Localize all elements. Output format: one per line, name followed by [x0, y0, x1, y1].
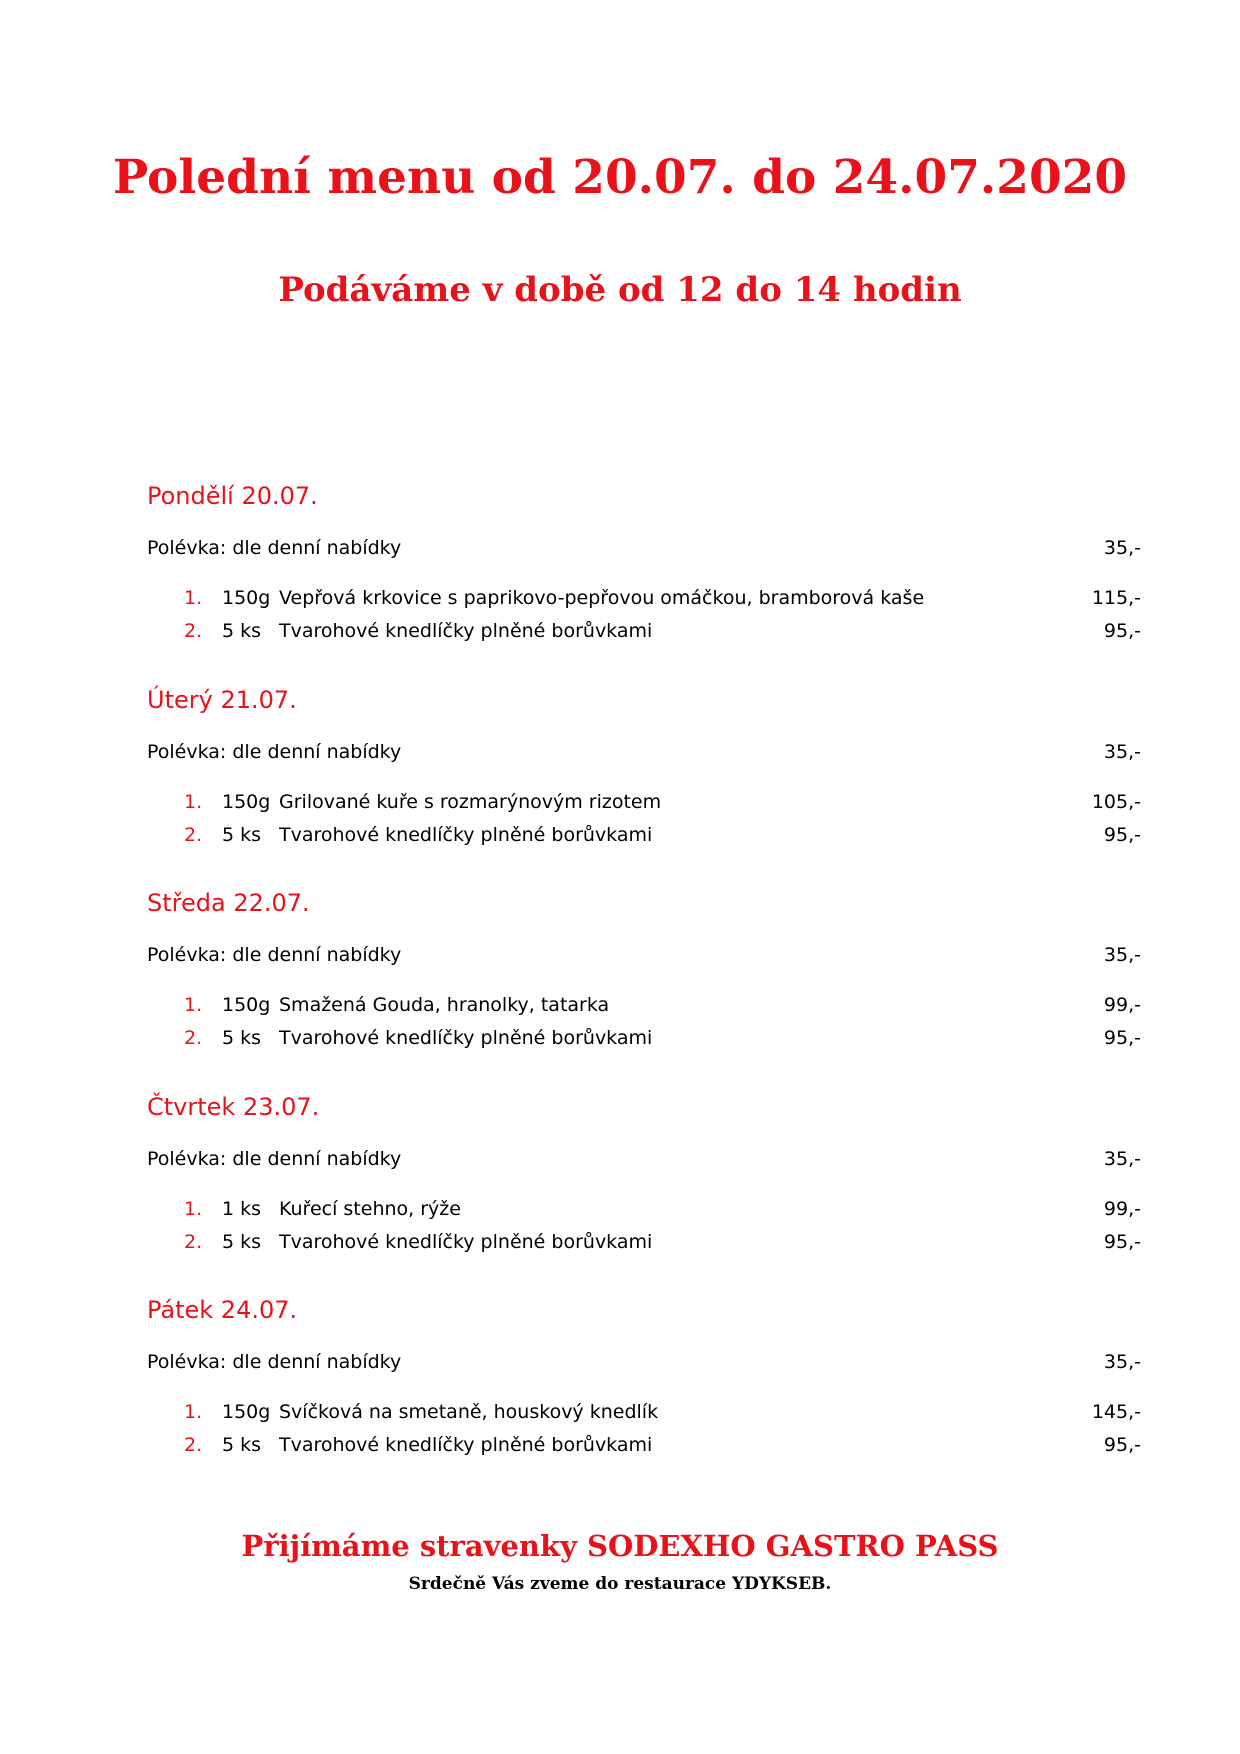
day-monday: [147, 480, 1141, 684]
day-wednesday: [147, 887, 1141, 1091]
dish-number: 1.: [184, 790, 203, 813]
dish-name: Tvarohové knedlíčky plněné borůvkami: [279, 823, 653, 846]
dish-description: [222, 617, 652, 645]
dish-quantity: 150g: [222, 790, 271, 813]
dish-number: 1.: [184, 994, 203, 1016]
day-heading: Úterý 21.07.: [147, 685, 297, 714]
meal-voucher-notice: Přijímáme stravenky SODEXHO GASTRO PASS: [241, 1529, 999, 1563]
day-tuesday: [147, 684, 1141, 888]
dish-number: 2.: [184, 1434, 203, 1456]
dish-name: Grilované kuře s rozmarýnovým rizotem: [279, 790, 662, 813]
dish-row: [147, 1195, 1141, 1223]
dish-description: [222, 1431, 652, 1459]
dish-price: 99,-: [1103, 994, 1141, 1016]
page-title: Polední menu od 20.07. do 24.07.2020: [112, 150, 1128, 205]
dish-number: 2.: [184, 823, 203, 846]
soup-label: Polévka: dle denní nabídky: [147, 1351, 402, 1373]
dish-quantity: 5 ks: [222, 1434, 262, 1456]
soup-price: 35,-: [1103, 1351, 1141, 1373]
dish-row: [147, 788, 1141, 816]
dish-row: [147, 1024, 1141, 1052]
dish-number: 2.: [184, 620, 203, 642]
dish-description: [222, 788, 661, 816]
dish-quantity: 150g: [222, 587, 271, 609]
soup-label: Polévka: dle denní nabídky: [147, 537, 402, 559]
dish-name: Vepřová krkovice s paprikovo-pepřovou omáčkou, bramborová kaše: [279, 587, 925, 609]
dish-price: 95,-: [1103, 1434, 1141, 1456]
dish-price: 95,-: [1103, 1027, 1141, 1049]
dish-number: 1.: [184, 1401, 203, 1423]
dish-quantity: 150g: [222, 1401, 271, 1423]
dish-row: [147, 1431, 1141, 1459]
dish-name: Tvarohové knedlíčky plněné borůvkami: [279, 1027, 653, 1049]
soup-price: 35,-: [1103, 944, 1141, 966]
dish-row: [147, 821, 1141, 849]
dish-quantity: 5 ks: [222, 823, 262, 846]
soup-label: Polévka: dle denní nabídky: [147, 944, 402, 966]
dish-number: 1.: [184, 587, 203, 609]
dish-row: [147, 584, 1141, 612]
dish-description: [222, 1195, 461, 1223]
day-heading: Pondělí 20.07.: [147, 482, 318, 510]
dish-name: Tvarohové knedlíčky plněné borůvkami: [279, 1230, 653, 1253]
dish-number: 2.: [184, 1027, 203, 1049]
dish-quantity: 5 ks: [222, 1230, 262, 1253]
soup-row: [147, 941, 1141, 969]
dish-quantity: 5 ks: [222, 620, 262, 642]
dish-name: Svíčková na smetaně, houskový knedlík: [279, 1401, 659, 1423]
restaurant-invitation: Srdečně Vás zveme do restaurace YDYKSEB.: [408, 1574, 832, 1594]
dish-description: [222, 1024, 652, 1052]
soup-row: [147, 1348, 1141, 1376]
soup-label: Polévka: dle denní nabídky: [147, 1147, 402, 1170]
soup-row: [147, 738, 1141, 766]
dish-price: 95,-: [1103, 823, 1141, 846]
dish-description: [222, 584, 924, 612]
dish-name: Tvarohové knedlíčky plněné borůvkami: [279, 620, 653, 642]
day-heading: Středa 22.07.: [147, 889, 310, 917]
soup-label: Polévka: dle denní nabídky: [147, 740, 402, 763]
dish-row: [147, 1228, 1141, 1256]
dish-row: [147, 991, 1141, 1019]
dish-description: [222, 1228, 652, 1256]
weekly-menu: [147, 480, 1141, 1498]
day-heading: Čtvrtek 23.07.: [147, 1092, 320, 1121]
day-heading: Pátek 24.07.: [147, 1296, 298, 1324]
dish-description: [222, 821, 652, 849]
dish-name: Tvarohové knedlíčky plněné borůvkami: [279, 1434, 653, 1456]
dish-description: [222, 991, 609, 1019]
dish-description: [222, 1398, 658, 1426]
dish-row: [147, 617, 1141, 645]
dish-name: Kuřecí stehno, rýže: [279, 1197, 461, 1220]
dish-name: Smažená Gouda, hranolky, tatarka: [279, 994, 610, 1016]
day-friday: [147, 1294, 1141, 1498]
soup-row: [147, 1145, 1141, 1173]
soup-price: 35,-: [1103, 537, 1141, 559]
dish-price: 115,-: [1091, 587, 1141, 609]
dish-price: 145,-: [1091, 1401, 1141, 1423]
soup-price: 35,-: [1103, 740, 1141, 763]
day-thursday: [147, 1091, 1141, 1295]
dish-price: 95,-: [1103, 1230, 1141, 1253]
dish-price: 99,-: [1103, 1197, 1141, 1220]
soup-row: [147, 534, 1141, 562]
dish-number: 1.: [184, 1197, 203, 1220]
dish-quantity: 5 ks: [222, 1027, 262, 1049]
dish-quantity: 150g: [222, 994, 271, 1016]
dish-quantity: 1 ks: [222, 1197, 262, 1220]
dish-row: [147, 1398, 1141, 1426]
serving-hours: Podáváme v době od 12 do 14 hodin: [278, 270, 962, 310]
soup-price: 35,-: [1103, 1147, 1141, 1170]
dish-price: 95,-: [1103, 620, 1141, 642]
dish-price: 105,-: [1091, 790, 1141, 813]
dish-number: 2.: [184, 1230, 203, 1253]
